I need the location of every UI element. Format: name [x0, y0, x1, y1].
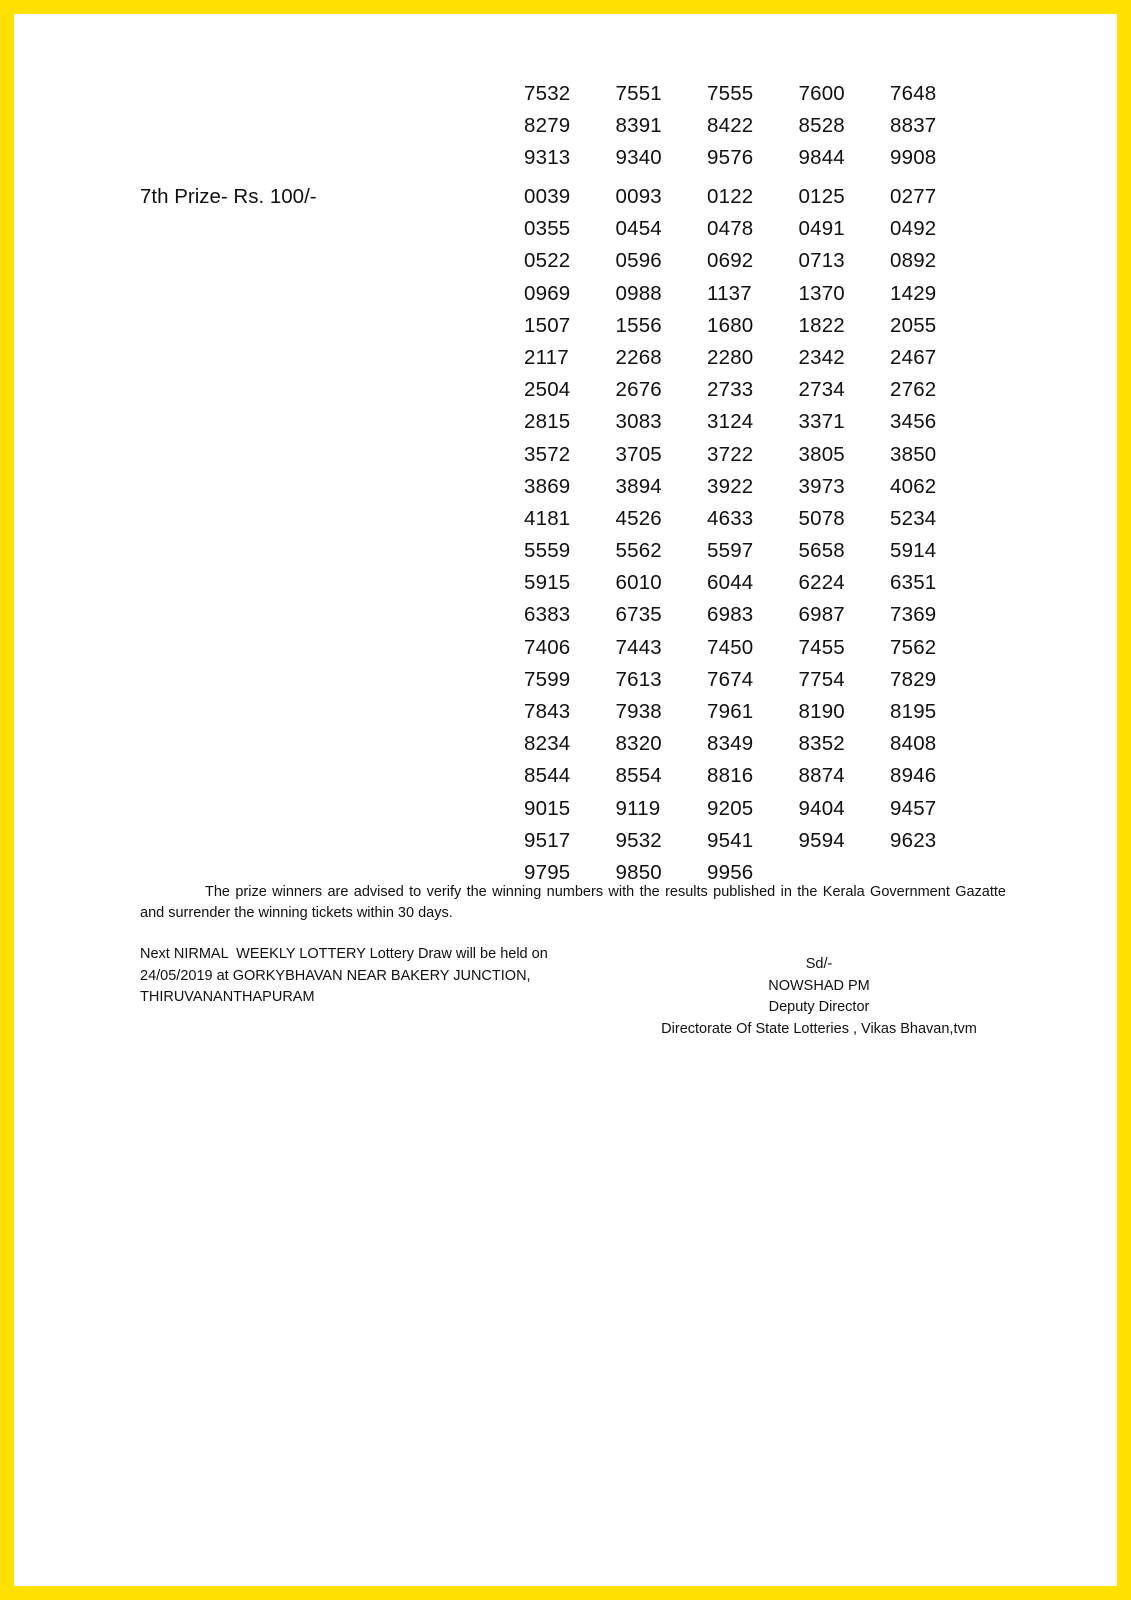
ticket-number: 0491 [798, 217, 845, 241]
ticket-number: 8528 [798, 114, 845, 138]
ticket-number: 9457 [890, 796, 937, 820]
ticket-number: 8190 [798, 700, 845, 723]
ticket-number: 7648 [890, 82, 937, 105]
seventh-prize-numbers [524, 181, 982, 889]
ticket-number: 0492 [890, 217, 937, 241]
ticket-number: 0277 [890, 185, 937, 208]
signature-block [614, 954, 1024, 1040]
number-row [524, 142, 982, 174]
ticket-number: 8391 [615, 114, 662, 138]
ticket-number: 0122 [707, 185, 754, 208]
ticket-number: 7961 [707, 700, 754, 723]
ticket-number: 8422 [707, 114, 754, 138]
number-row [524, 245, 982, 277]
ticket-number: 2676 [615, 378, 662, 402]
ticket-number: 0093 [615, 185, 662, 208]
number-row [524, 278, 982, 310]
ticket-number: 9340 [615, 146, 662, 170]
ticket-number: 7532 [524, 82, 571, 105]
ticket-number: 8837 [890, 114, 937, 138]
ticket-number: 1137 [707, 281, 752, 305]
ticket-number: 6010 [615, 571, 662, 595]
next-draw-line-3: THIRUVANANTHAPURAM [140, 989, 315, 1005]
number-row [524, 342, 982, 374]
next-draw-notice [140, 944, 580, 1009]
ticket-number: 8352 [798, 732, 845, 756]
number-row [524, 181, 982, 213]
signatory-name: NOWSHAD PM [768, 977, 870, 994]
number-row [524, 567, 982, 599]
number-row [524, 793, 982, 825]
ticket-number: 9015 [524, 796, 571, 820]
ticket-number: 8349 [707, 732, 754, 756]
ticket-number: 2467 [890, 345, 937, 369]
ticket-number: 8234 [524, 732, 571, 756]
ticket-number: 9119 [615, 796, 661, 820]
ticket-number: 2342 [798, 345, 845, 369]
ticket-number: 4526 [615, 506, 662, 530]
ticket-number: 0988 [615, 281, 662, 305]
advice-paragraph [140, 882, 1006, 924]
number-row [524, 728, 982, 760]
ticket-number: 8279 [524, 114, 571, 138]
ticket-number: 5234 [890, 506, 937, 530]
ticket-number: 9576 [707, 146, 754, 170]
next-draw-line-1: Next NIRMAL WEEKLY LOTTERY Lottery Draw will be held on [140, 946, 548, 962]
ticket-number: 7551 [615, 82, 662, 105]
number-row [524, 439, 982, 471]
number-row [524, 406, 982, 438]
ticket-number: 0713 [798, 249, 845, 273]
ticket-number: 7555 [707, 82, 754, 105]
ticket-number: 7613 [615, 667, 662, 691]
ticket-number: 7562 [890, 635, 937, 659]
ticket-number: 0039 [524, 185, 571, 208]
ticket-number: 7455 [798, 635, 845, 659]
ticket-number: 5078 [798, 506, 845, 530]
ticket-number: 3371 [798, 410, 845, 434]
ticket-number: 2117 [524, 345, 569, 369]
ticket-number: 3869 [524, 474, 571, 498]
ticket-number: 1370 [798, 281, 845, 305]
ticket-number: 8320 [615, 732, 662, 756]
ticket-number: 5597 [707, 539, 754, 563]
number-row [524, 110, 982, 142]
number-row [524, 213, 982, 245]
ticket-number: 3850 [890, 442, 937, 466]
ticket-number: 9594 [798, 828, 845, 852]
ticket-number: 3973 [798, 474, 845, 498]
ticket-number: 5562 [615, 539, 662, 563]
ticket-number: 3705 [615, 442, 662, 466]
ticket-number: 2268 [615, 345, 662, 369]
number-row [524, 632, 982, 664]
ticket-number: 9541 [707, 828, 754, 852]
number-row [524, 374, 982, 406]
ticket-number: 7938 [615, 700, 662, 723]
document-page [14, 14, 1117, 1586]
ticket-number: 0478 [707, 217, 754, 241]
seventh-prize-label: 7th Prize- Rs. 100/- [140, 185, 317, 208]
ticket-number: 9795 [524, 860, 571, 884]
ticket-number: 3894 [615, 474, 662, 498]
ticket-number: 7754 [798, 667, 845, 691]
number-row [524, 535, 982, 567]
ticket-number: 9844 [798, 146, 845, 170]
ticket-number: 0892 [890, 249, 937, 273]
ticket-number: 7369 [890, 603, 937, 627]
ticket-number: 5915 [524, 571, 571, 595]
ticket-number: 0692 [707, 249, 754, 273]
ticket-number: 9623 [890, 828, 937, 852]
number-row [524, 599, 982, 631]
ticket-number: 1680 [707, 313, 754, 337]
ticket-number: 9205 [707, 796, 754, 820]
ticket-number: 9532 [615, 828, 662, 852]
ticket-number: 6983 [707, 603, 754, 627]
ticket-number: 6351 [890, 571, 937, 595]
ticket-number: 1822 [798, 313, 845, 337]
ticket-number: 0596 [615, 249, 662, 273]
ticket-number: 4062 [890, 474, 937, 498]
ticket-number: 6224 [798, 571, 845, 595]
ticket-number: 7599 [524, 667, 571, 691]
number-row [524, 696, 982, 728]
ticket-number: 7674 [707, 667, 754, 691]
ticket-number: 3722 [707, 442, 754, 466]
ticket-number: 4633 [707, 506, 754, 530]
ticket-number: 0125 [798, 185, 845, 208]
ticket-number: 0522 [524, 249, 571, 273]
ticket-number: 7829 [890, 667, 937, 691]
ticket-number: 3805 [798, 442, 845, 466]
number-row [524, 664, 982, 696]
ticket-number: 6987 [798, 603, 845, 627]
advice-text: The prize winners are advised to verify the winning numbers with the results published in the Kerala Government Gazatte and surrender the winning tickets within 30 days. [140, 884, 1006, 921]
signature-sd: Sd/- [805, 956, 833, 972]
signatory-designation: Deputy Director [768, 999, 870, 1015]
ticket-number: 2280 [707, 345, 754, 369]
ticket-number: 8816 [707, 764, 754, 788]
ticket-number: 9850 [615, 860, 662, 884]
number-row [524, 825, 982, 857]
ticket-number: 9404 [798, 796, 845, 820]
ticket-number: 9313 [524, 146, 571, 170]
ticket-number: 3922 [707, 474, 754, 498]
ticket-number: 2815 [524, 410, 571, 434]
ticket-number: 2504 [524, 378, 571, 402]
ticket-number: 2734 [798, 378, 845, 402]
ticket-number: 3083 [615, 410, 662, 434]
number-row [524, 760, 982, 792]
ticket-number: 6383 [524, 603, 571, 627]
ticket-number: 2055 [890, 313, 937, 337]
previous-prize-numbers [524, 78, 982, 175]
ticket-number: 9517 [524, 828, 571, 852]
ticket-number: 7443 [615, 635, 662, 659]
ticket-number: 1429 [890, 281, 937, 305]
ticket-number: 1507 [524, 313, 571, 337]
ticket-number: 3456 [890, 410, 937, 434]
ticket-number: 2733 [707, 378, 754, 402]
ticket-number: 5559 [524, 539, 571, 563]
ticket-number: 8946 [890, 764, 937, 788]
ticket-number: 3572 [524, 442, 571, 466]
next-draw-line-2: 24/05/2019 at GORKYBHAVAN NEAR BAKERY JUNCTION, [140, 967, 531, 984]
ticket-number: 0454 [615, 217, 662, 241]
ticket-number: 9908 [890, 146, 937, 170]
ticket-number: 7450 [707, 635, 754, 659]
ticket-number: 5658 [798, 539, 845, 563]
ticket-number: 0969 [524, 281, 571, 305]
ticket-number: 7600 [798, 82, 845, 105]
ticket-number: 6735 [615, 603, 662, 627]
ticket-number: 8195 [890, 700, 937, 723]
ticket-number: 1556 [615, 313, 662, 337]
number-row [524, 78, 982, 110]
ticket-number: 3124 [707, 410, 754, 434]
ticket-number: 8874 [798, 764, 845, 788]
ticket-number: 4181 [524, 506, 571, 530]
ticket-number: 8554 [615, 764, 662, 788]
number-row [524, 471, 982, 503]
ticket-number: 0355 [524, 217, 571, 241]
ticket-number: 9956 [707, 860, 754, 884]
ticket-number: 7843 [524, 700, 571, 723]
signatory-office: Directorate Of State Lotteries , Vikas Bhavan,tvm [661, 1020, 977, 1037]
ticket-number: 6044 [707, 571, 754, 595]
ticket-number: 2762 [890, 378, 937, 402]
number-row [524, 503, 982, 535]
ticket-number: 5914 [890, 539, 937, 563]
ticket-number: 8544 [524, 764, 571, 788]
ticket-number: 8408 [890, 732, 937, 756]
number-row [524, 310, 982, 342]
ticket-number: 7406 [524, 635, 571, 659]
